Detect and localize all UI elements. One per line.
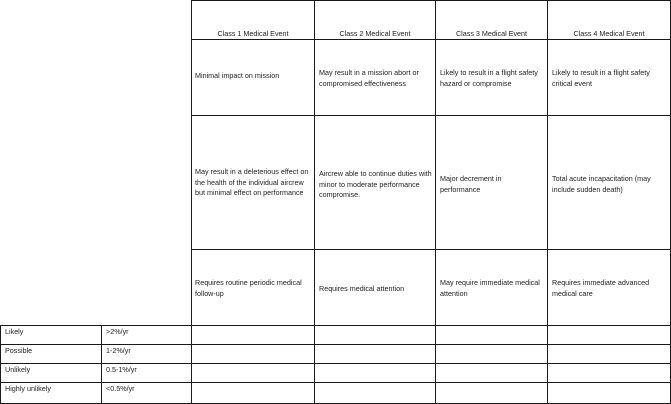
column-header-class-2: Class 2 Medical Event <box>339 29 411 38</box>
matrix-cell: Likely to result in a flight safety hazard or compromise <box>440 68 538 88</box>
matrix-cell: Requires routine periodic medical follow-up <box>195 278 302 298</box>
grid-line <box>0 363 671 364</box>
matrix-cell: Requires medical attention <box>319 284 405 293</box>
grid-line <box>0 325 671 326</box>
likelihood-label: Unlikely <box>5 365 31 374</box>
grid-line <box>101 325 102 404</box>
column-header-class-3: Class 3 Medical Event <box>455 29 528 38</box>
column-header-class-4: Class 4 Medical Event <box>573 29 645 38</box>
grid-line <box>0 344 671 345</box>
matrix-cell: Requires immediate advanced medical care <box>552 278 650 298</box>
matrix-cell: Major decrement in performance <box>440 174 502 194</box>
grid-line <box>191 0 671 1</box>
likelihood-rate: <0.5%/yr <box>106 384 135 393</box>
likelihood-rate: >2%/yr <box>106 327 129 336</box>
matrix-cell: May result in a mission abort or compromised effectiveness <box>319 68 419 88</box>
likelihood-label: Possible <box>5 346 33 355</box>
grid-line <box>0 325 1 404</box>
grid-line <box>191 115 671 116</box>
matrix-cell: Minimal impact on mission <box>195 71 280 80</box>
matrix-cell: Likely to result in a flight safety critical event <box>552 68 650 88</box>
column-header-class-1: Class 1 Medical Event <box>217 29 289 38</box>
grid-line <box>0 382 671 383</box>
likelihood-label: Highly unlikely <box>5 384 51 393</box>
grid-line <box>191 249 671 250</box>
matrix-cell: May require immediate medical attention <box>440 278 540 298</box>
likelihood-label: Likely <box>5 327 24 336</box>
likelihood-rate: 1-2%/yr <box>106 346 131 355</box>
matrix-cell: Total acute incapacitation (may include sudden death) <box>552 174 651 194</box>
matrix-cell: Aircrew able to continue duties with minor to moderate performance compromise. <box>319 169 432 199</box>
likelihood-rate: 0.5-1%/yr <box>106 365 137 374</box>
matrix-cell: May result in a deleterious effect on the health of the individual aircrew but minimal effect on performance <box>195 167 309 197</box>
